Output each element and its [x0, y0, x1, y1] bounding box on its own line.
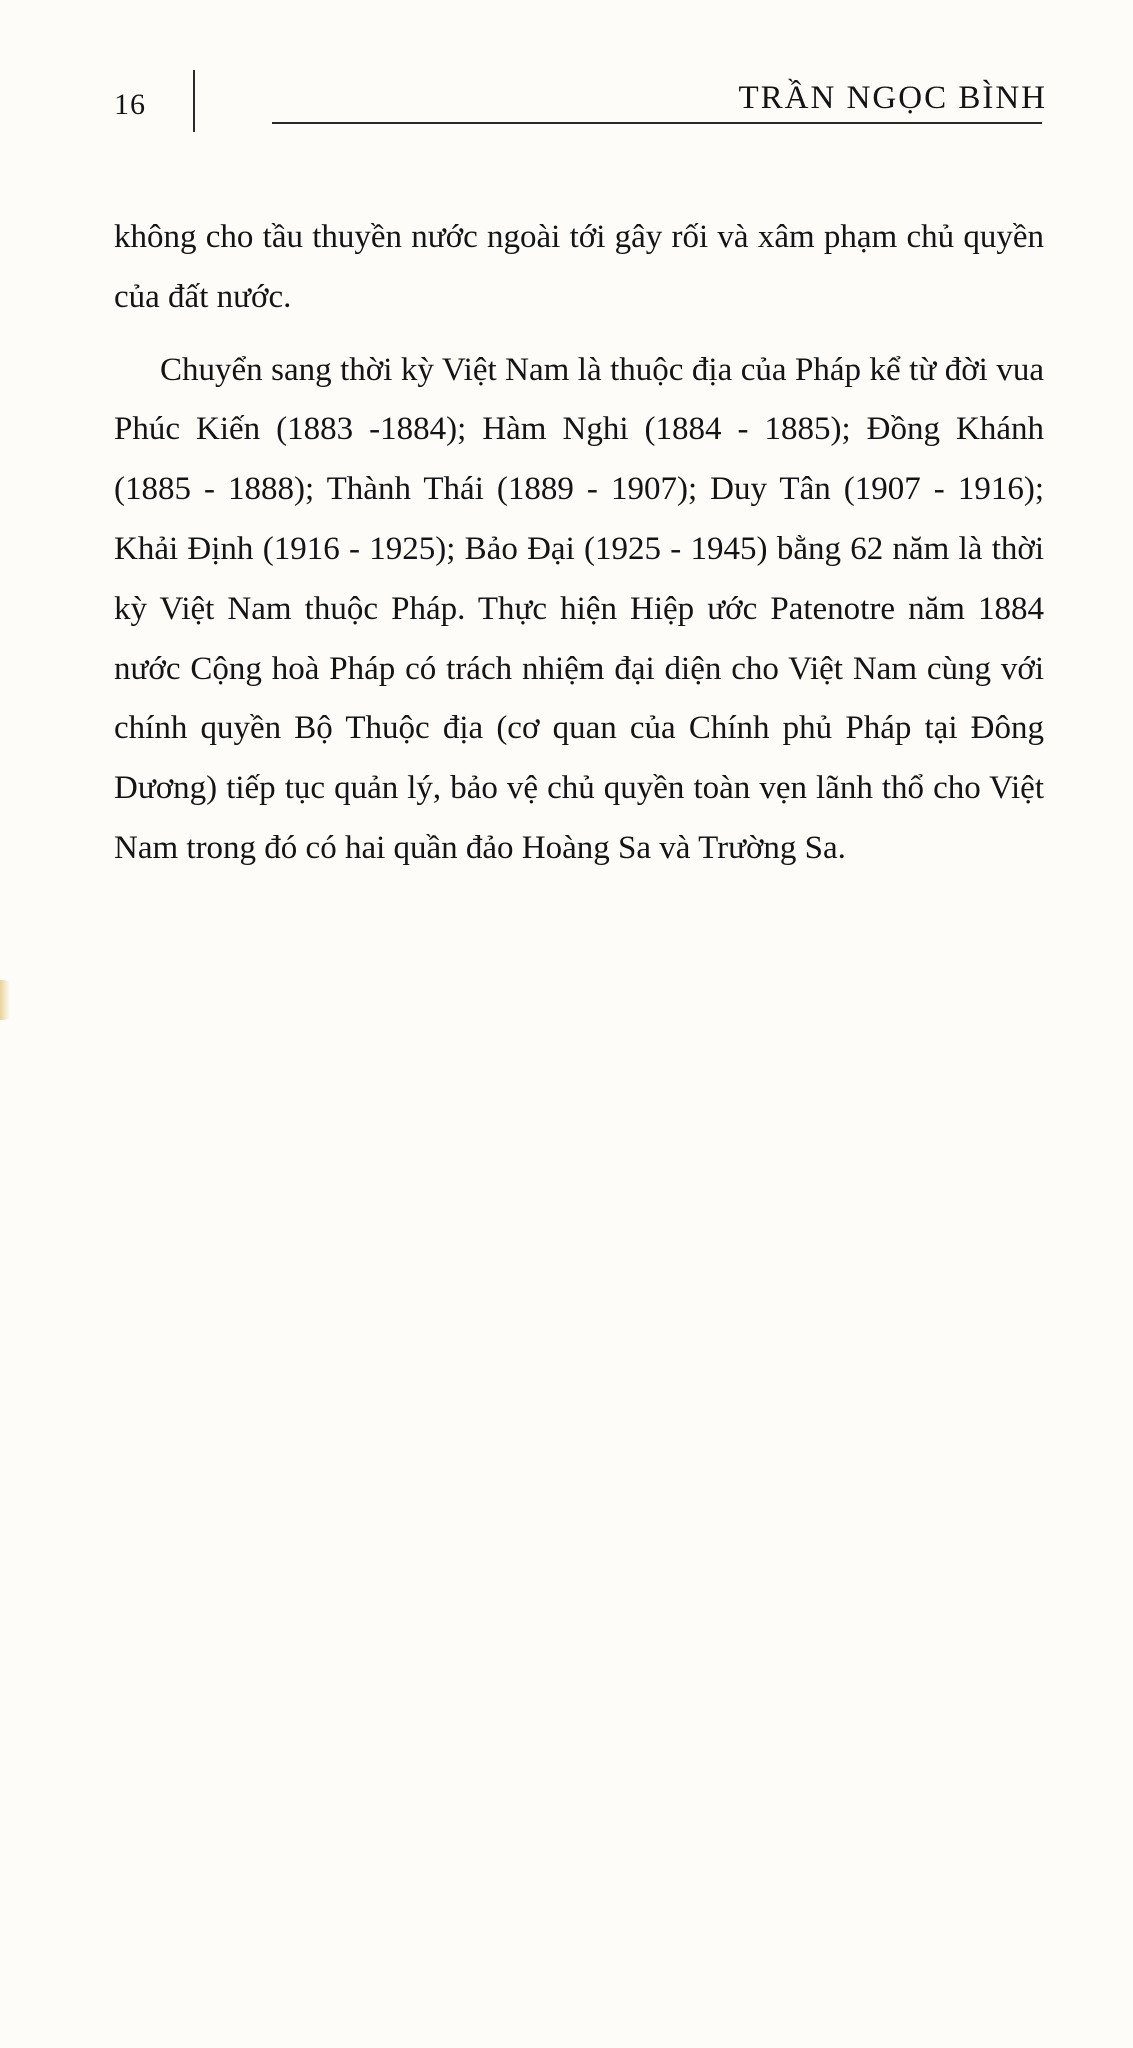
- header-separator: [193, 70, 195, 132]
- page-edge-mark: [0, 980, 10, 1020]
- page-header: [0, 0, 1133, 150]
- body-text: [114, 208, 1044, 879]
- page-number: 16: [114, 88, 146, 121]
- running-head-author: TRẦN NGỌC BÌNH: [738, 80, 1047, 116]
- paragraph-continued: không cho tầu thuyền nước ngoài tới gây rối và xâm phạm chủ quyền của đất nước.: [114, 219, 1044, 315]
- header-rule: [272, 122, 1042, 124]
- paragraph: Chuyển sang thời kỳ Việt Nam là thuộc địa của Pháp kể từ đời vua Phúc Kiến (1883 -1884); Hàm Nghi (1884 - 1885); Đồng Khánh (1885 - 1888); Thành Thái (1889 - 1907); Duy Tân (1907 - 1916); Khải Định (1916 - 1925); Bảo Đại (1925 - 1945) bằng 62 năm là thời kỳ Việt Nam thuộc Pháp. Thực hiện Hiệp ước Patenotre năm 1884 nước Cộng hoà Pháp có trách nhiệm đại diện cho Việt Nam cùng với chính quyền Bộ Thuộc địa (cơ quan của Chính phủ Pháp tại Đông Dương) tiếp tục quản lý, bảo vệ chủ quyền toàn vẹn lãnh thổ cho Việt Nam trong đó có hai quần đảo Hoàng Sa và Trường Sa.: [114, 351, 1044, 866]
